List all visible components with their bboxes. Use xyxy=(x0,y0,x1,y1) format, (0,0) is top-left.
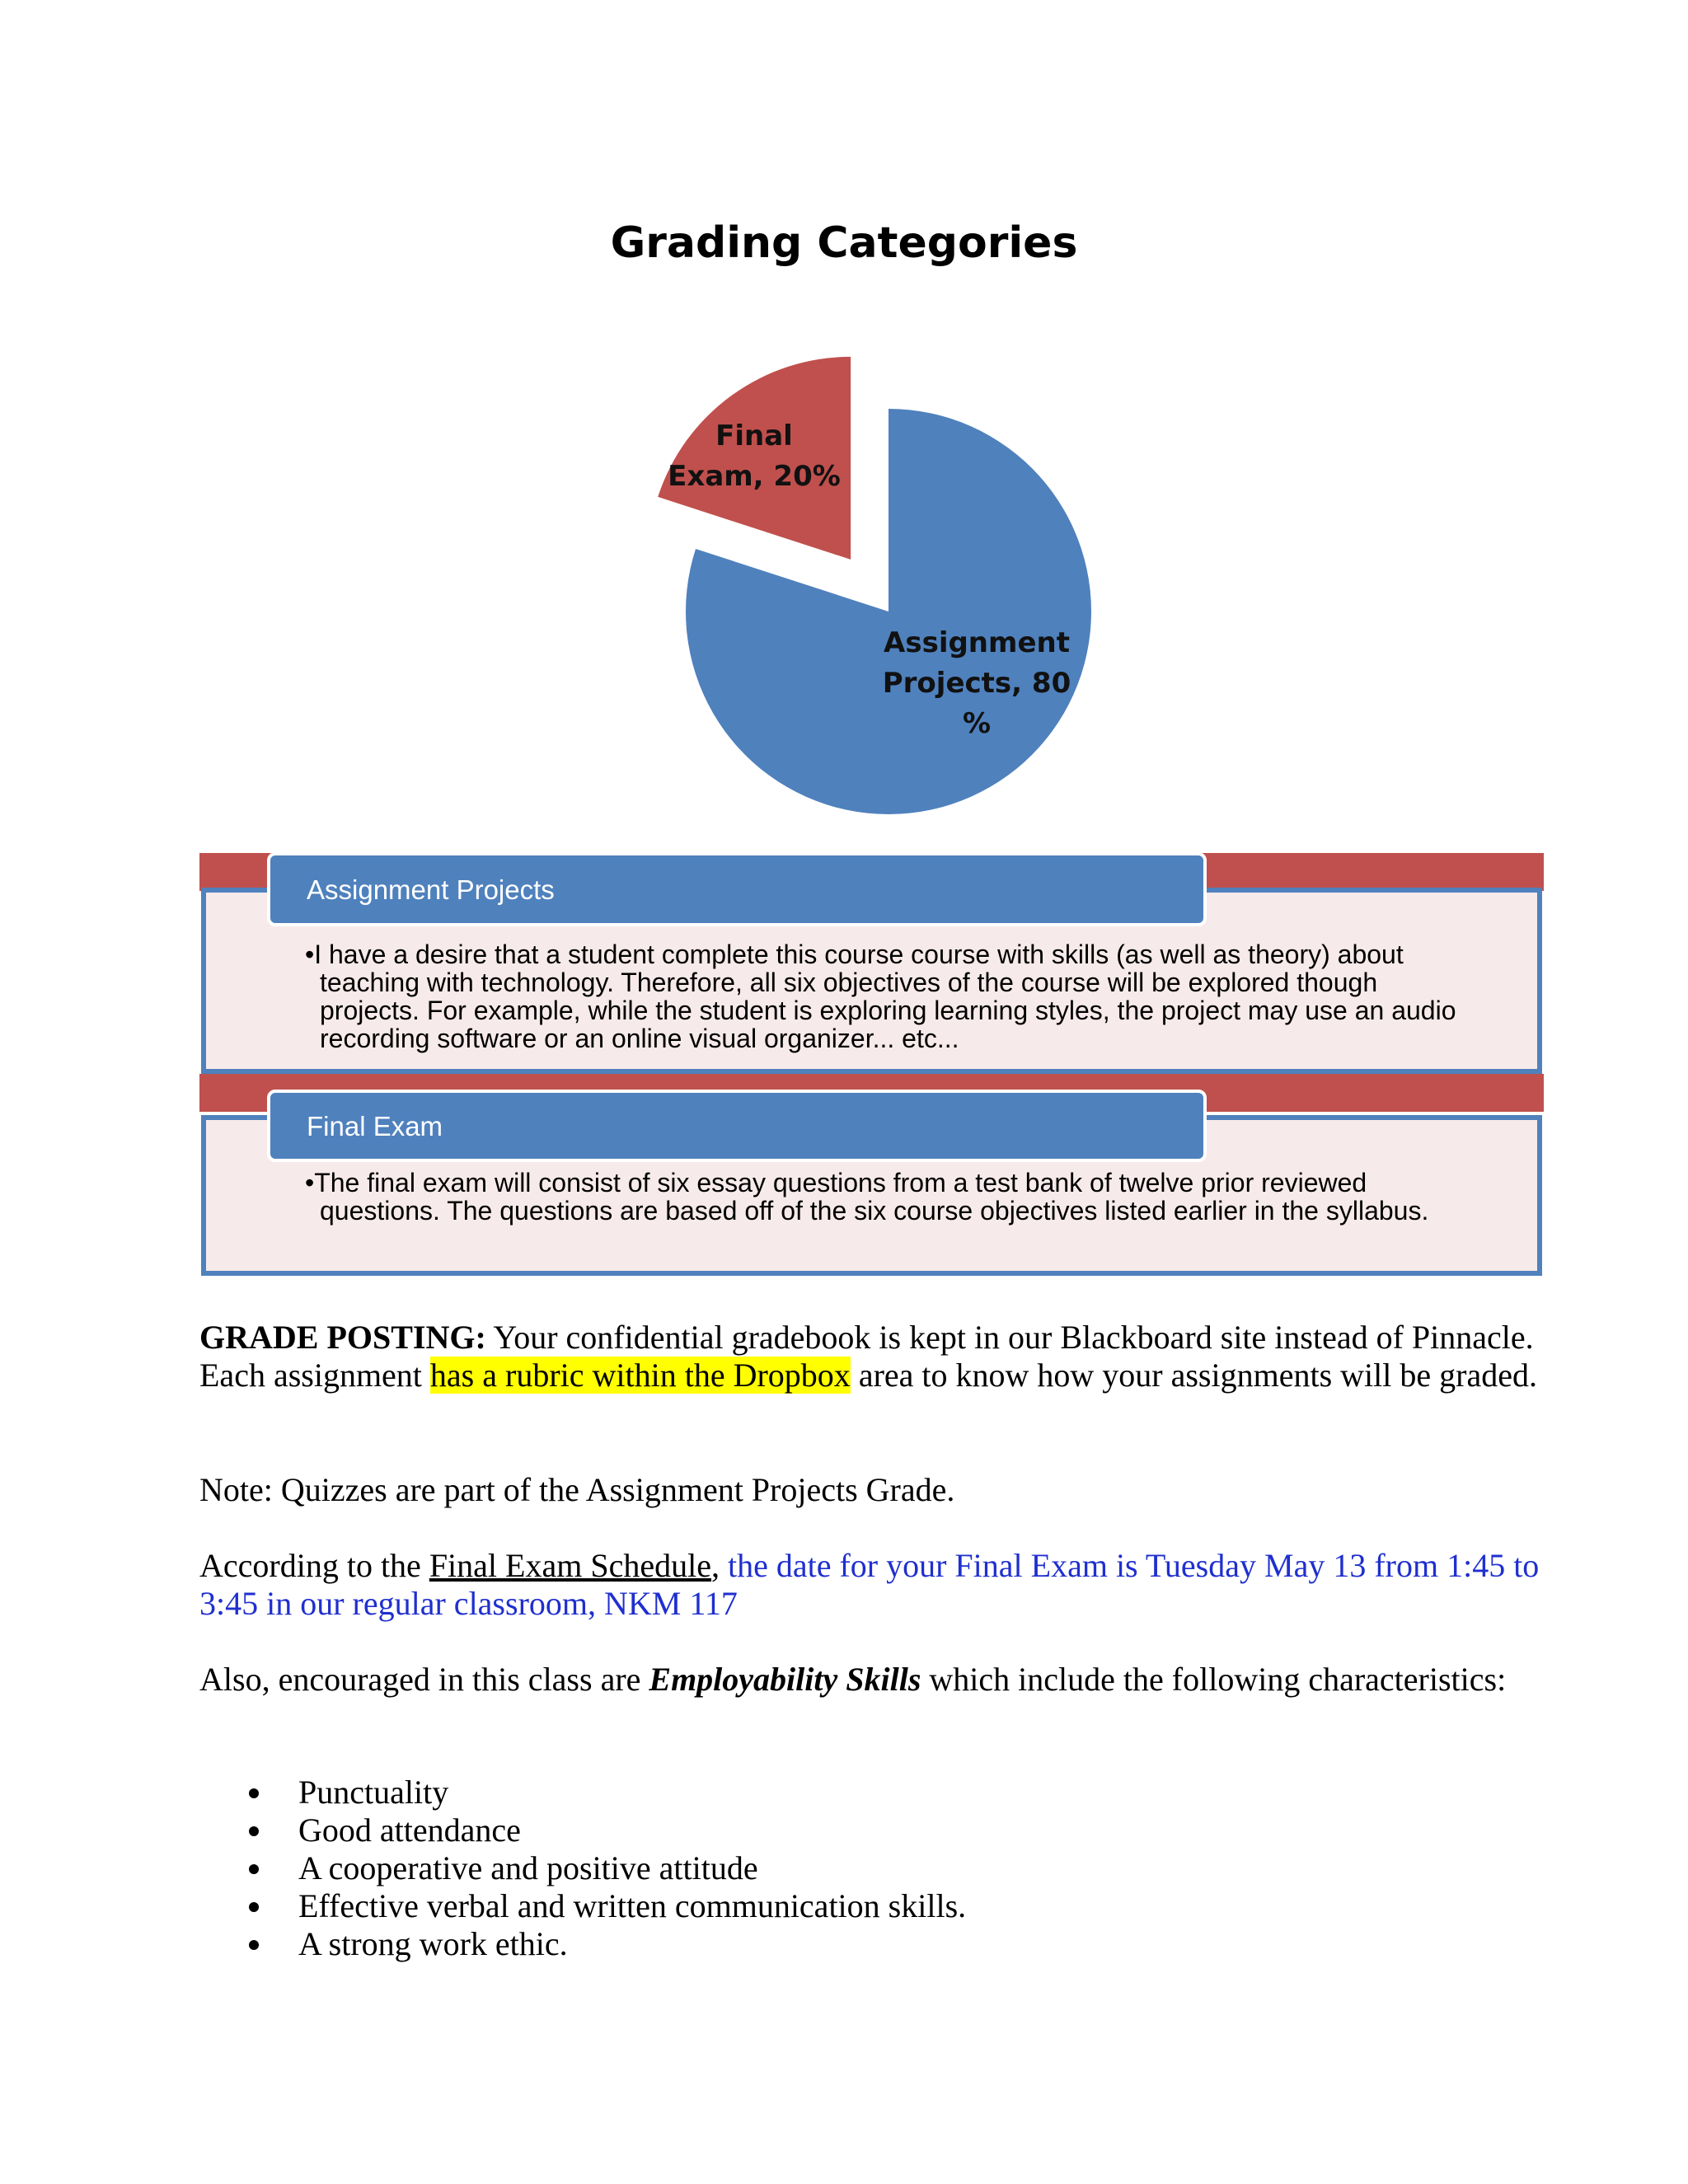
grade-posting-label: GRADE POSTING: xyxy=(199,1319,486,1356)
bullet-icon xyxy=(249,1864,259,1874)
note-paragraph: Note: Quizzes are part of the Assignment Projects Grade. xyxy=(199,1471,955,1508)
skills-list xyxy=(199,1774,966,1963)
grade-posting-text: Your confidential gradebook is kept in our Blackboard site instead of Pinnacle. Each assignment xyxy=(199,1319,1534,1394)
section-heading-label: Final Exam xyxy=(307,1110,443,1141)
section-text-assignment-projects xyxy=(305,940,1482,1052)
bullet-icon xyxy=(249,1902,259,1912)
exam-schedule-paragraph xyxy=(199,1547,1551,1623)
pie-label-final-exam xyxy=(659,416,849,497)
bullet-icon: • xyxy=(305,940,315,969)
section-body: The final exam will consist of six essay questions from a test bank of twelve prior reviewed questions. The questions are based off of the six course objectives listed earlier in the syllabus. xyxy=(314,1168,1429,1226)
bullet-icon xyxy=(249,1940,259,1950)
employability-suffix: which include the following characteristics: xyxy=(921,1661,1507,1698)
section-heading-final-exam xyxy=(267,1090,1207,1162)
section-heading-assignment-projects xyxy=(267,852,1207,926)
section-heading-label: Assignment Projects xyxy=(307,874,555,905)
section-text-final-exam xyxy=(305,1169,1482,1225)
exam-schedule-prefix: According to the xyxy=(199,1547,429,1584)
pie-label-assign-line1: Assignment xyxy=(884,626,1070,659)
pie-label-assign-line2: Projects, 80 xyxy=(882,667,1071,700)
skill-label: A cooperative and positive attitude xyxy=(298,1849,758,1886)
grade-posting-text-end: area to know how your assignments will be graded. xyxy=(850,1357,1537,1394)
employability-skills-emphasis: Employability Skills xyxy=(649,1661,921,1698)
chart-title: Grading Categories xyxy=(610,218,1078,268)
grade-posting-paragraph xyxy=(199,1319,1551,1394)
skill-label: Good attendance xyxy=(298,1811,521,1849)
pie-label-final-line2: Exam, 20% xyxy=(668,460,841,493)
bullet-icon: • xyxy=(305,1168,315,1197)
final-exam-schedule-link[interactable]: Final Exam Schedule xyxy=(429,1547,711,1584)
list-item xyxy=(199,1887,966,1925)
exam-schedule-comma: , xyxy=(710,1547,720,1584)
employability-paragraph xyxy=(199,1661,1551,1699)
employability-prefix: Also, encouraged in this class are xyxy=(199,1661,649,1698)
list-item xyxy=(199,1774,966,1811)
pie-label-assign-line3: % xyxy=(962,707,992,740)
pie-label-final-line1: Final xyxy=(715,419,793,452)
list-item xyxy=(199,1811,966,1849)
pie-label-assignment-projects xyxy=(874,623,1080,744)
list-item xyxy=(199,1849,966,1887)
section-body: I have a desire that a student complete this course course with skills (as well as theory) about teaching with technology. Therefore, all six objectives of the course will be explored though projects. For example, while the student is exploring learning styles, the project may use an audio recording software or an online visual organizer... etc... xyxy=(314,940,1456,1053)
bullet-icon xyxy=(249,1826,259,1836)
skill-label: Punctuality xyxy=(298,1774,449,1811)
bullet-icon xyxy=(249,1788,259,1798)
skill-label: Effective verbal and written communication skills. xyxy=(298,1887,967,1924)
exam-date-text: the date for your Final Exam is Tuesday May 13 from 1:45 to 3:45 in our regular classroom, NKM 117 xyxy=(199,1547,1540,1622)
highlighted-text: has a rubric within the Dropbox xyxy=(429,1357,851,1394)
skill-label: A strong work ethic. xyxy=(298,1925,568,1962)
list-item xyxy=(199,1925,966,1963)
